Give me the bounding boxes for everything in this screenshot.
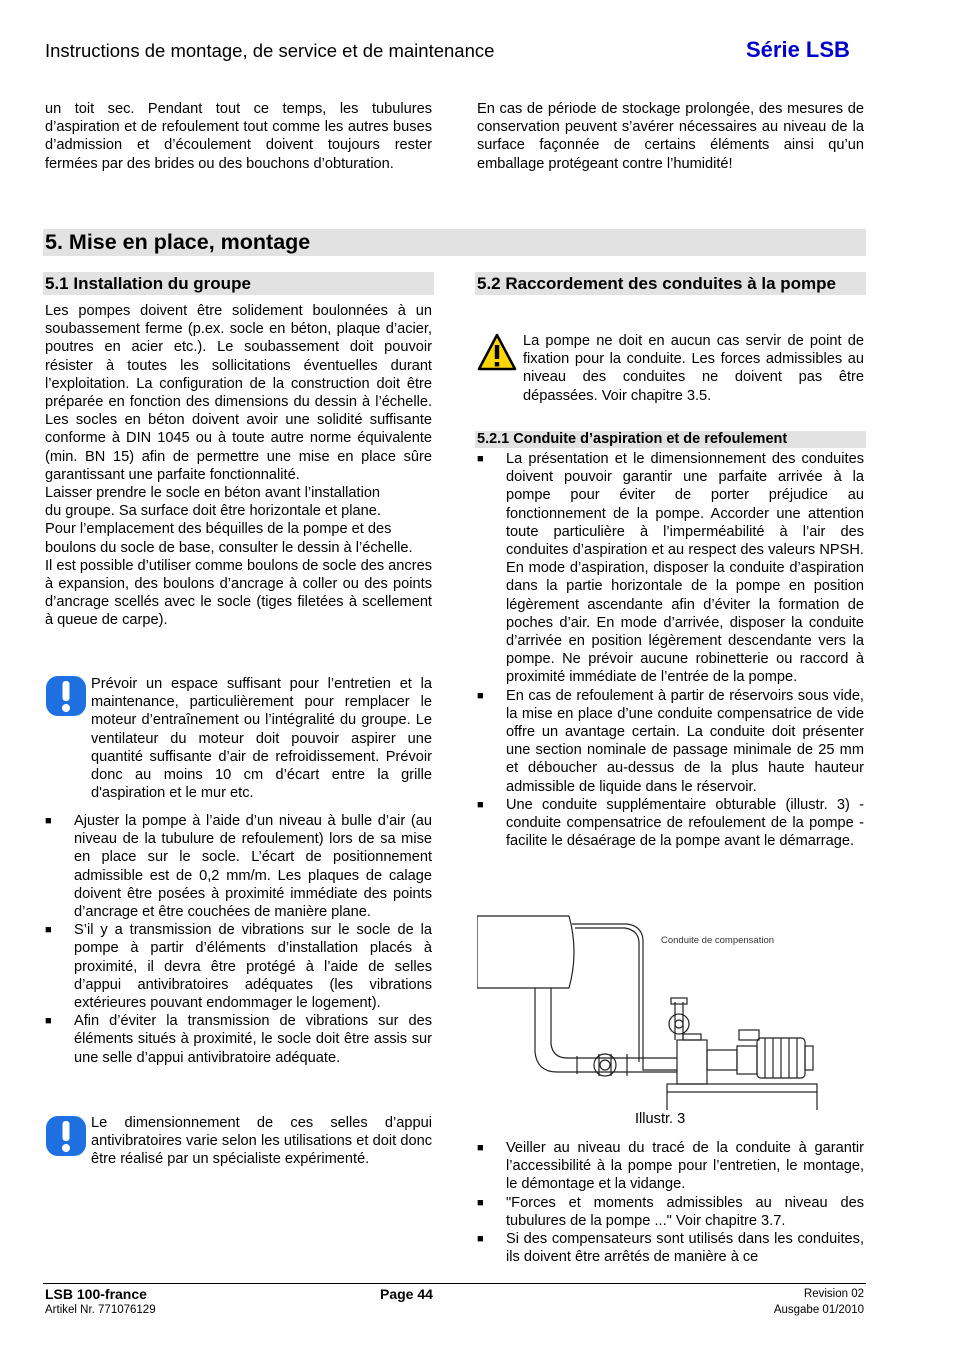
bullet-icon: ■ — [477, 689, 484, 702]
bullet-icon: ■ — [477, 1233, 484, 1246]
installation-text — [45, 302, 432, 630]
illustration-3 — [477, 912, 867, 1112]
paragraph: Laisser prendre le socle en béton avant l’installation — [45, 485, 381, 502]
subsection-5-2-heading: 5.2 Raccordement des conduites à la pompe — [475, 272, 866, 295]
paragraph: Pour l’emplacement des béquilles de la pompe et des boulons du socle de base, consulter le dessin à l’échelle. — [45, 521, 413, 556]
list-item — [477, 1230, 864, 1266]
paragraph: Les pompes doivent être solidement boulonnées à un soubassement ferme (p.ex. socle en béton, plaque d’acier, poutres en acier etc.). Le soubassement doit pouvoir résister à toutes les sollicitations éventuelles durant l’exploitation. La configuration de la construction doit être préparée en fonction des dimensions du dessin à l’échelle. Les socles en béton doivent avoir une solidité suffisante conforme à DIN 1045 ou à toute autre norme équivalente (min. BN 15) afin de permettre une mise en place sûre garantissant une parfaite fonctionnalité. — [45, 303, 432, 483]
pipe-bullets-continued — [477, 1139, 864, 1266]
note-antivibration: Le dimensionnement de ces selles d’appui antivibratoires varie selon les utilisations et doit donc être réalisé par un spécialiste expérimenté. — [91, 1115, 432, 1168]
list-item-text: Ajuster la pompe à l’aide d’un niveau à bulle d’air (au niveau de la tubulure de refoulement) lors de sa mise en place sur le socle. L’écart de positionnement admissible est de 0,2 mm/m. Les plaques de calage doivent être posées à proximité immédiate des points d’ancrage et être couchées de manière plane. — [74, 813, 432, 921]
bullet-icon: ■ — [477, 798, 484, 811]
footer-revision: Revision 02 — [803, 1288, 864, 1300]
subsection-5-2-1-heading: 5.2.1 Conduite d’aspiration et de refoulement — [475, 431, 866, 448]
list-item — [477, 1194, 864, 1230]
footer-edition: Ausgabe 01/2010 — [773, 1304, 864, 1316]
bullet-icon: ■ — [477, 1142, 484, 1154]
paragraph: Il est possible d’utiliser comme boulons de socle des ancres à expansion, des boulons d’ancrage à coller ou des points d’ancrage scellés avec le socle (tiges filetées à scellement à queue de carpe). — [45, 557, 432, 629]
section-title: 5. Mise en place, montage — [45, 230, 311, 254]
list-item-text: S’il y a transmission de vibrations sur le socle de la pompe à partir d’éléments d’installation placés à proximité, il devra être protégé à l’aide de selles d’appui antivibratoires adéquates (les vibrations extérieures pouvant endommager le logement). — [74, 922, 432, 1012]
list-item-text: Veiller au niveau du tracé de la conduite à garantir l’accessibilité à la pompe pour l’entretien, le montage, le démontage et la vidange. — [506, 1140, 864, 1193]
footer-divider — [43, 1283, 866, 1284]
list-item-text: "Forces et moments admissibles au niveau des tubulures de la pompe ..." Voir chapitre 3.7. — [506, 1194, 864, 1229]
footer-doc: LSB 100-france — [45, 1286, 147, 1302]
warning-text: La pompe ne doit en aucun cas servir de point de fixation pour la conduite. Les forces admissibles au niveau des conduites ne doivent pas être dépassées. Voir chapitre 3.5. — [523, 333, 864, 404]
figure-label: Conduite de compensation — [661, 935, 775, 946]
note-maintenance-space: Prévoir un espace suffisant pour l’entretien et la maintenance, particulièrement pour remplacer le moteur d’entraînement ou l’intégralité du groupe. Le ventilateur du moteur doit pouvoir aspirer une quantité suffisante d’air de refroidissement. Prévoir donc au moins 10 cm d’écart entre la grille d'aspiration et le mur etc. — [91, 676, 432, 802]
bullet-icon: ■ — [477, 453, 484, 465]
footer-page: Page 44 — [380, 1286, 433, 1302]
list-item-text: Si des compensateurs sont utilisés dans les conduites, ils doivent être arrêtés de manière à ce — [506, 1231, 864, 1266]
bullet-icon: ■ — [45, 815, 52, 827]
list-item-text: La présentation et le dimensionnement des conduites doivent pouvoir garantir une parfaite arrivée à la pompe pour éviter de porter préjudice au fonctionnement de la pompe. Accorder une attention toute particulière à l’imperméabilité à l’air des conduites d’aspiration et au respect des valeurs NPSH. En mode d’aspiration, disposer la conduite d’aspiration dans la partie horizontale de la pompe en position légèrement ascendante afin d’éviter la formation de poches d’air. En mode d’arrivée, disposer la conduite d’arrivée en position légèrement descendante vers la pompe. Ne prévoir aucune robinetterie ou raccord à proximité immédiate de l’entrée de la pompe. — [506, 451, 864, 686]
list-item — [45, 921, 432, 1012]
installation-bullets — [45, 812, 432, 1067]
subsection-5-1-heading: 5.1 Installation du groupe — [43, 272, 434, 295]
paragraph: du groupe. Sa surface doit être horizontale et plane. — [45, 503, 381, 520]
section-heading — [43, 229, 866, 256]
list-item — [477, 1139, 864, 1194]
list-item — [45, 1012, 432, 1067]
list-item — [477, 687, 864, 796]
figure-caption: Illustr. 3 — [635, 1111, 686, 1127]
warning-triangle-icon — [477, 333, 517, 376]
footer-article: Artikel Nr. 771076129 — [45, 1304, 156, 1316]
list-item-text: Afin d’éviter la transmission de vibrations sur des éléments situés à proximité, le socle doit être assis sur une selle d’appui antivibratoire adéquate. — [74, 1013, 432, 1066]
list-item — [477, 450, 864, 687]
pipe-bullets — [477, 450, 864, 850]
list-item — [45, 812, 432, 921]
series-title: Série LSB — [746, 37, 850, 62]
list-item-text: En cas de refoulement à partir de réservoirs sous vide, la mise en place d’une conduite compensatrice de vide offre un avantage certain. La conduite doit présenter une section nominale de passage minimale de 25 mm et déboucher au-dessus de la plus haute hauteur admissible de liquide dans le réservoir. — [506, 687, 864, 795]
intro-right: En cas de période de stockage prolongée, des mesures de conservation peuvent s’avérer nécessaires au niveau de la surface façonnée de certains éléments ainsi qu’un emballage protégeant contre l’humidité! — [477, 101, 864, 172]
bullet-icon: ■ — [477, 1196, 484, 1209]
header-title: Instructions de montage, de service et de maintenance — [45, 40, 495, 61]
list-item — [477, 796, 864, 851]
exclamation-icon — [45, 1115, 87, 1162]
exclamation-icon — [45, 675, 87, 722]
bullet-icon: ■ — [45, 924, 52, 937]
bullet-icon: ■ — [45, 1015, 52, 1028]
intro-left: un toit sec. Pendant tout ce temps, les tubulures d’aspiration et de refoulement tout comme les autres buses d’admission et d’écoulement doivent toujours rester fermées par des brides ou des bouchons d’obturation. — [45, 101, 432, 172]
list-item-text: Une conduite supplémentaire obturable (illustr. 3) - conduite compensatrice de refoulement de la pompe - facilite le désaérage de la pompe avant le démarrage. — [506, 796, 864, 850]
